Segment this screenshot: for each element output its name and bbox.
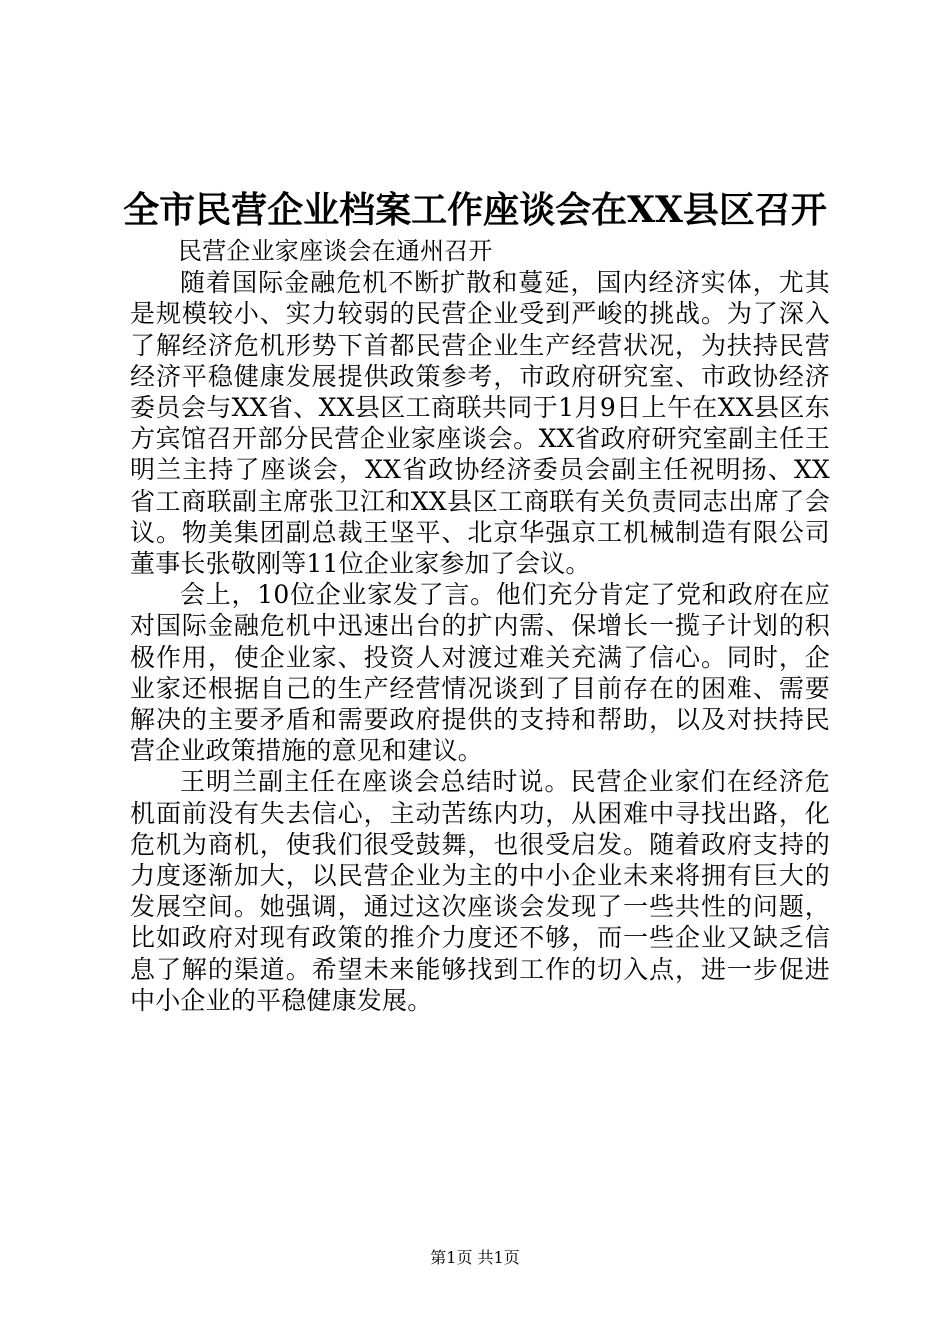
page-number-footer: 第1页 共1页 bbox=[430, 1248, 520, 1267]
document-body bbox=[130, 236, 830, 1016]
document-title: 全市民营企业档案工作座谈会在XX县区召开 bbox=[123, 189, 827, 231]
subtitle-paragraph: 民营企业家座谈会在通州召开 bbox=[178, 237, 493, 265]
body-paragraph: 随着国际金融危机不断扩散和蔓延，国内经济实体，尤其是规模较小、实力较弱的民营企业受到严峻的挑战。为了深入了解经济危机形势下首都民营企业生产经营状况，为扶持民营经济平稳健康发展提供政策参考，市政府研究室、市政协经济委员会与XX省、XX县区工商联共同于1月9日上午在XX县区东方宾馆召开部分民营企业家座谈会。XX省政府研究室副主任王明兰主持了座谈会，XX省政协经济委员会副主任祝明扬、XX省工商联副主席张卫江和XX县区工商联有关负责同志出席了会议。物美集团副总裁王坚平、北京华强京工机械制造有限公司董事长张敬刚等11位企业家参加了会议。 bbox=[130, 268, 830, 579]
body-paragraph: 会上，10位企业家发了言。他们充分肯定了党和政府在应对国际金融危机中迅速出台的扩内需、保增长一揽子计划的积极作用，使企业家、投资人对渡过难关充满了信心。同时，企业家还根据自己的生产经营情况谈到了目前存在的困难、需要解决的主要矛盾和需要政府提供的支持和帮助，以及对扶持民营企业政策措施的意见和建议。 bbox=[130, 580, 830, 766]
body-paragraph: 王明兰副主任在座谈会总结时说。民营企业家们在经济危机面前没有失去信心，主动苦练内功，从困难中寻找出路，化危机为商机，使我们很受鼓舞，也很受启发。随着政府支持的力度逐渐加大，以民营企业为主的中小企业未来将拥有巨大的发展空间。她强调，通过这次座谈会发现了一些共性的问题，比如政府对现有政策的推介力度还不够，而一些企业又缺乏信息了解的渠道。希望未来能够找到工作的切入点，进一步促进中小企业的平稳健康发展。 bbox=[130, 767, 830, 1015]
